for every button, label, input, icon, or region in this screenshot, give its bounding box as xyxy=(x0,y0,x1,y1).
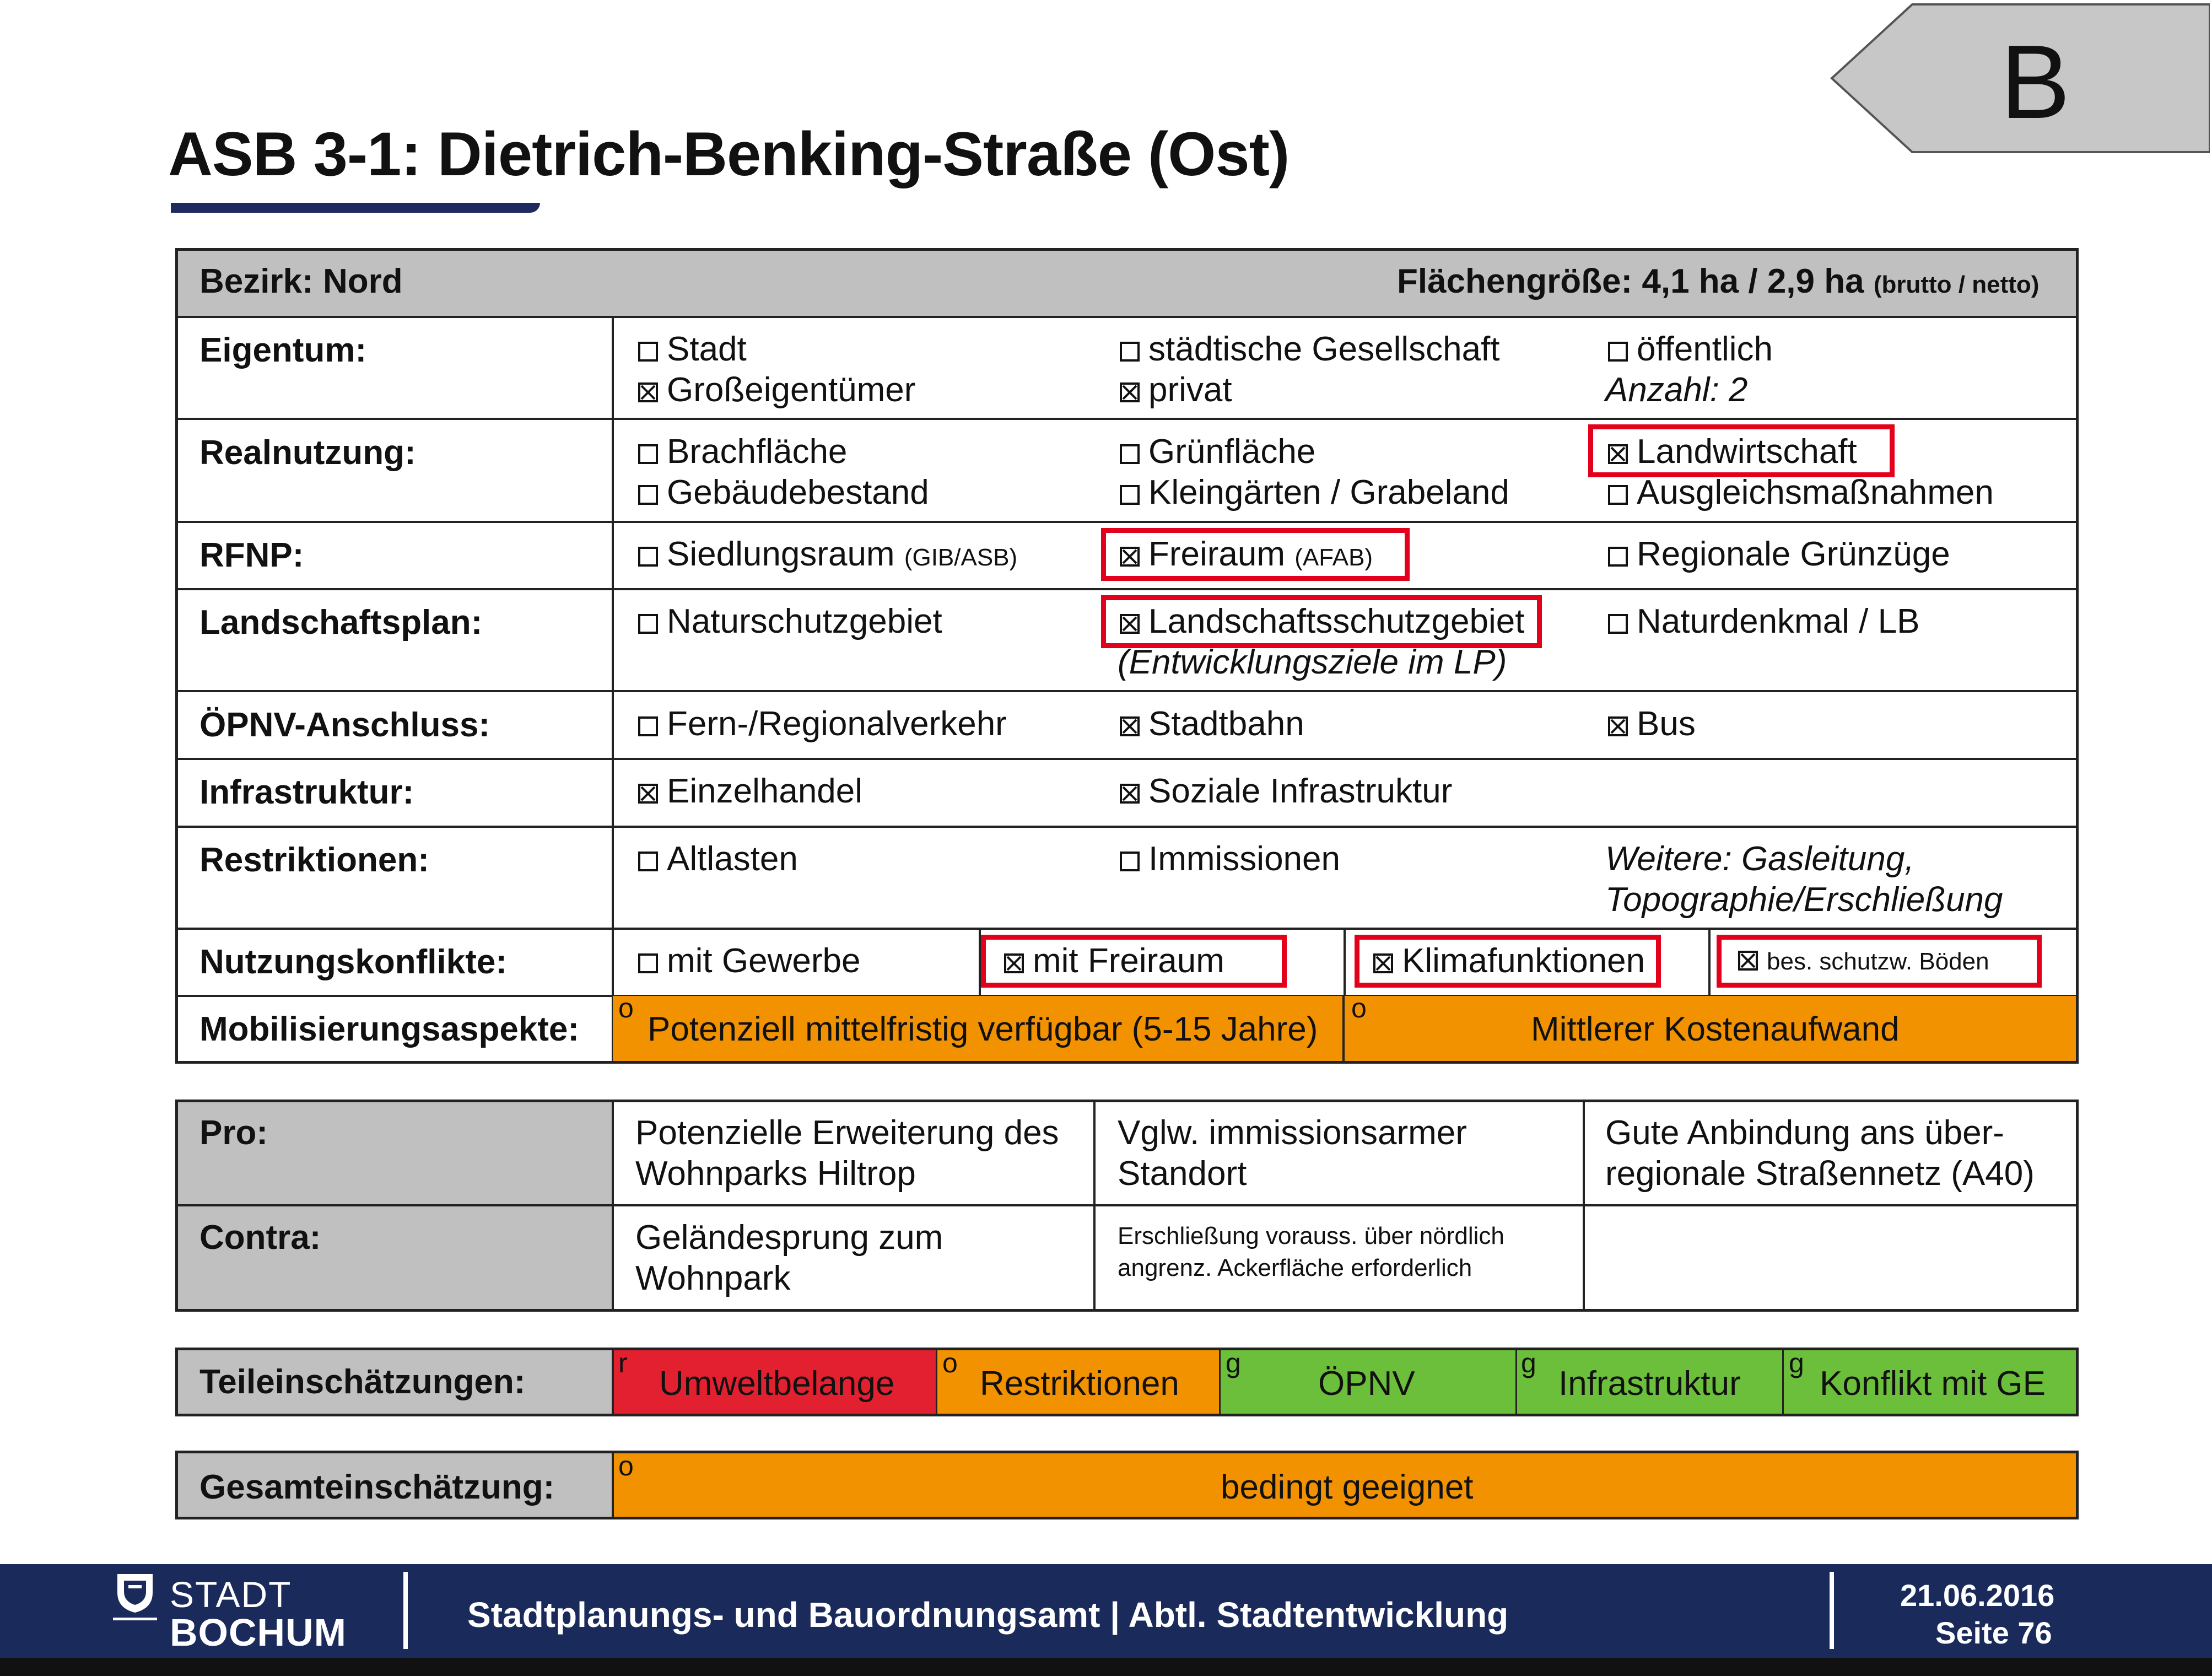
option-staedtische-gesellschaft: städtische Gesellschaft xyxy=(1120,330,1500,369)
column-divider xyxy=(1219,1350,1221,1414)
option-privat: privat xyxy=(1120,370,1232,409)
rfnp-label: RFNP: xyxy=(199,536,304,574)
rating-text: Umweltbelange xyxy=(659,1365,895,1403)
column-divider xyxy=(612,1100,614,1312)
infrastruktur-label: Infrastruktur: xyxy=(199,773,414,811)
logo-text-stadt: STADT xyxy=(170,1574,292,1615)
rating-marker: o xyxy=(942,1348,958,1378)
option-landwirtschaft: Landwirtschaft xyxy=(1608,432,1857,471)
checkbox-unchecked-icon xyxy=(638,953,658,973)
option-ausgleichsmassnahmen: Ausgleichsmaßnahmen xyxy=(1608,473,1994,512)
option-gebaeudebestand: Gebäudebestand xyxy=(638,473,929,512)
option-klimafunktionen: Klimafunktionen xyxy=(1373,941,1645,980)
checkbox-checked-icon xyxy=(1120,382,1140,402)
rating-marker: o xyxy=(1351,993,1367,1023)
footer-separator xyxy=(1830,1572,1834,1649)
option-regionale-gruenzuege: Regionale Grünzüge xyxy=(1608,535,1950,574)
row-divider xyxy=(175,418,2079,420)
checkbox-unchecked-icon xyxy=(638,716,658,736)
logo-divider xyxy=(113,1618,157,1620)
department-name: Stadtplanungs- und Bauordnungsamt | Abtl. Stadtentwicklung xyxy=(467,1595,1509,1635)
footer-page: Seite 76 xyxy=(1935,1615,2052,1650)
pro-label: Pro: xyxy=(199,1114,268,1152)
highlight-box xyxy=(1355,935,1661,988)
pro-item: regionale Straßennetz (A40) xyxy=(1605,1155,2035,1193)
area-size xyxy=(1397,262,2039,301)
highlight-box xyxy=(981,935,1287,988)
oepnv-label: ÖPNV-Anschluss: xyxy=(199,706,490,744)
eigentum-label: Eigentum: xyxy=(199,331,367,369)
option-brachflaeche: Brachfläche xyxy=(638,432,847,471)
checkbox-checked-icon xyxy=(638,784,658,804)
column-divider xyxy=(1782,1350,1784,1414)
rating-text: ÖPNV xyxy=(1318,1365,1415,1403)
checkbox-unchecked-icon xyxy=(638,614,658,634)
rating-marker: g xyxy=(1789,1348,1804,1378)
pro-item: Vglw. immissionsarmer xyxy=(1118,1114,1467,1152)
highlight-box xyxy=(1588,424,1895,477)
row-divider xyxy=(175,588,2079,590)
logo-text-bochum: BOCHUM xyxy=(170,1611,347,1654)
option-grosseigentuemer: Großeigentümer xyxy=(638,370,915,409)
column-divider xyxy=(1342,995,1345,1064)
checkbox-unchecked-icon xyxy=(638,547,658,567)
column-divider xyxy=(936,1350,937,1414)
checkbox-unchecked-icon xyxy=(1608,614,1628,634)
area-value: Flächengröße: 4,1 ha / 2,9 ha xyxy=(1397,262,1864,300)
rating-marker: g xyxy=(1521,1348,1536,1378)
checkbox-unchecked-icon xyxy=(638,852,658,871)
column-divider xyxy=(1708,928,1711,995)
checkbox-unchecked-icon xyxy=(638,444,658,464)
bochum-crest-icon xyxy=(113,1571,157,1615)
checkbox-unchecked-icon xyxy=(1120,852,1140,871)
checkbox-checked-icon xyxy=(1120,716,1140,736)
pro-item: Standort xyxy=(1118,1155,1247,1193)
contra-item: Wohnpark xyxy=(635,1259,791,1297)
pro-item: Gute Anbindung ans über- xyxy=(1605,1114,2004,1152)
option-oeffentlich: öffentlich xyxy=(1608,330,1773,369)
highlight-box xyxy=(1101,595,1542,648)
page-title: ASB 3-1: Dietrich-Benking-Straße (Ost) xyxy=(168,120,1290,188)
contra-item: Geländesprung zum xyxy=(635,1219,943,1257)
checkbox-unchecked-icon xyxy=(1120,342,1140,362)
checkbox-unchecked-icon xyxy=(1608,342,1628,362)
option-schutzwuerdige-boeden: bes. schutzw. Böden xyxy=(1738,948,1989,976)
contra-item: angrenz. Ackerfläche erforderlich xyxy=(1118,1254,1472,1281)
option-mit-freiraum: mit Freiraum xyxy=(1004,941,1224,980)
option-altlasten: Altlasten xyxy=(638,839,798,879)
contra-label: Contra: xyxy=(199,1219,321,1257)
checkbox-unchecked-icon xyxy=(1608,547,1628,567)
option-siedlungsraum: Siedlungsraum (GIB/ASB) xyxy=(638,535,1017,574)
column-divider xyxy=(1344,928,1346,995)
checkbox-unchecked-icon xyxy=(1608,485,1628,505)
option-freiraum: Freiraum (AFAB) xyxy=(1120,535,1373,574)
overall-rating-text: bedingt geeignet xyxy=(1221,1468,1474,1506)
option-immissionen: Immissionen xyxy=(1120,839,1340,879)
row-divider xyxy=(175,758,2079,760)
checkbox-checked-icon xyxy=(638,382,658,402)
rating-text: Restriktionen xyxy=(980,1365,1179,1403)
cost-text: Mittlerer Kostenaufwand xyxy=(1531,1010,1900,1048)
option-einzelhandel: Einzelhandel xyxy=(638,772,862,811)
row-divider xyxy=(175,690,2079,692)
option-kleingaerten: Kleingärten / Grabeland xyxy=(1120,473,1509,512)
option-fernverkehr: Fern-/Regionalverkehr xyxy=(638,704,1007,743)
row-divider xyxy=(175,928,2079,930)
landschaftsplan-label: Landschaftsplan: xyxy=(199,603,483,642)
option-soziale-infrastruktur: Soziale Infrastruktur xyxy=(1120,772,1452,811)
option-naturdenkmal: Naturdenkmal / LB xyxy=(1608,602,1919,641)
pro-item: Wohnparks Hiltrop xyxy=(635,1155,916,1193)
column-divider xyxy=(1515,1350,1517,1414)
highlight-box xyxy=(1717,935,2042,988)
footer-date: 21.06.2016 xyxy=(1900,1578,2055,1613)
option-stadt: Stadt xyxy=(638,330,747,369)
contra-item: Erschließung vorauss. über nördlich xyxy=(1118,1222,1504,1249)
column-divider xyxy=(1583,1100,1585,1312)
checkbox-unchecked-icon xyxy=(1120,485,1140,505)
rating-text: Infrastruktur xyxy=(1558,1365,1741,1403)
column-divider xyxy=(1093,1100,1096,1312)
row-divider xyxy=(175,826,2079,828)
option-mit-gewerbe: mit Gewerbe xyxy=(638,941,860,980)
footer-edge xyxy=(0,1658,2212,1676)
nutzungskonflikte-label: Nutzungskonflikte: xyxy=(199,943,507,981)
checkbox-checked-icon xyxy=(1608,716,1628,736)
rating-marker: g xyxy=(1226,1348,1241,1378)
realnutzung-label: Realnutzung: xyxy=(199,434,416,472)
development-goals-note: (Entwicklungsziele im LP) xyxy=(1118,643,1507,681)
checkbox-unchecked-icon xyxy=(1120,444,1140,464)
row-divider xyxy=(175,316,2079,318)
option-landschaftsschutzgebiet: Landschaftsschutzgebiet xyxy=(1120,602,1524,641)
further-restrictions-line1: Weitere: Gasleitung, xyxy=(1605,840,1914,878)
title-underline xyxy=(171,203,540,213)
rating-text: Konflikt mit GE xyxy=(1820,1365,2046,1403)
option-bus: Bus xyxy=(1608,704,1696,743)
teileinschaetzungen-label: Teileinschätzungen: xyxy=(199,1363,526,1401)
area-note: (brutto / netto) xyxy=(1873,271,2040,298)
further-restrictions-line2: Topographie/Erschließung xyxy=(1605,881,2003,919)
row-divider xyxy=(175,1204,2079,1206)
footer-separator xyxy=(403,1572,408,1649)
checkbox-unchecked-icon xyxy=(638,342,658,362)
availability-text: Potenziell mittelfristig verfügbar (5-15 Jahre) xyxy=(648,1010,1318,1048)
rating-marker: o xyxy=(618,1451,634,1481)
section-letter: B xyxy=(2000,24,2070,141)
rating-marker: r xyxy=(618,1348,628,1378)
option-naturschutzgebiet: Naturschutzgebiet xyxy=(638,602,942,641)
restriktionen-label: Restriktionen: xyxy=(199,841,429,879)
gesamteinschaetzung-label: Gesamteinschätzung: xyxy=(199,1468,555,1506)
rating-marker: o xyxy=(618,993,634,1023)
row-divider xyxy=(175,521,2079,523)
checkbox-unchecked-icon xyxy=(638,485,658,505)
owner-count: Anzahl: 2 xyxy=(1605,371,1748,409)
option-stadtbahn: Stadtbahn xyxy=(1120,704,1304,743)
column-divider xyxy=(612,316,614,1064)
checkbox-checked-icon xyxy=(1120,784,1140,804)
mobilisierung-label: Mobilisierungsaspekte: xyxy=(199,1010,580,1048)
option-gruenflaeche: Grünfläche xyxy=(1120,432,1315,471)
district-label: Bezirk: Nord xyxy=(199,262,403,300)
highlight-box xyxy=(1101,528,1410,581)
pro-item: Potenzielle Erweiterung des xyxy=(635,1114,1059,1152)
